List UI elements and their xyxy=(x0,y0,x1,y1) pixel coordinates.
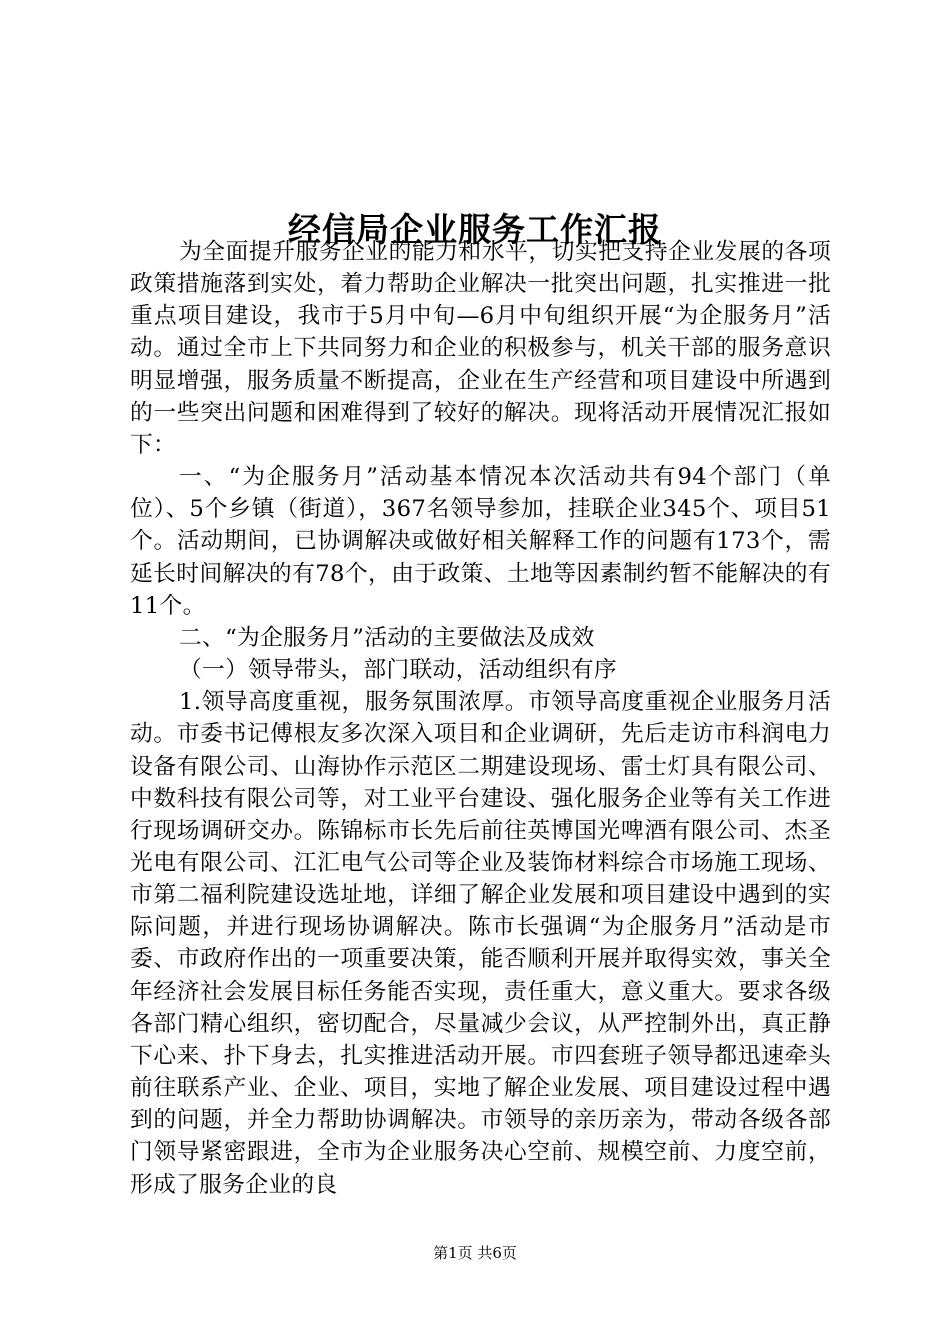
page-footer: 第1页 共6页 xyxy=(433,1244,517,1262)
paragraph-section-1: 一、“为企服务月”活动基本情况本次活动共有94个部门（单位）、5个乡镇（街道），367名领导参加，挂联企业345个、项目51个。活动期间，已协调解决或做好相关解释工作的问题有173个，需延长时间解决的有78个，由于政策、土地等因素制约暂不能解决的有11个。 xyxy=(130,464,831,619)
paragraph-intro: 为全面提升服务企业的能力和水平，切实把支持企业发展的各项政策措施落到实处，着力帮助企业解决一批突出问题，扎实推进一批重点项目建设，我市于5月中旬—6月中旬组织开展“为企服务月”活动。通过全市上下共同努力和企业的积极参与，机关干部的服务意识明显增强，服务质量不断提高，企业在生产经营和项目建设中所遇到的一些突出问题和困难得到了较好的解决。现将活动开展情况汇报如下： xyxy=(130,239,831,458)
paragraph-item-1: 1.领导高度重视，服务氛围浓厚。市领导高度重视企业服务月活动。市委书记傅根友多次深入项目和企业调研，先后走访市科润电力设备有限公司、山海协作示范区二期建设现场、雷士灯具有限公司、中数科技有限公司等，对工业平台建设、强化服务企业等有关工作进行现场调研交办。陈锦标市长先后前往英博国光啤酒有限公司、杰圣光电有限公司、江汇电气公司等企业及装饰材料综合市场施工现场、市第二福利院建设选址地，详细了解企业发展和项目建设中遇到的实际问题，并进行现场协调解决。陈市长强调“为企服务月”活动是市委、市政府作出的一项重要决策，能否顺利开展并取得实效，事关全年经济社会发展目标任务能否实现，责任重大，意义重大。要求各级各部门精心组织，密切配合，尽量减少会议，从严控制外出，真正静下心来、扑下身去，扎实推进活动开展。市四套班子领导都迅速牵头前往联系产业、企业、项目，实地了解企业发展、项目建设过程中遇到的问题，并全力帮助协调解决。市领导的亲历亲为，带动各级各部门领导紧密跟进，全市为企业服务决心空前、规模空前、力度空前，形成了服务企业的良 xyxy=(130,689,831,1198)
document-body xyxy=(130,236,831,1201)
heading-section-2: 二、“为企服务月”活动的主要做法及成效 xyxy=(179,624,595,651)
document-title: 经信局企业服务工作汇报 xyxy=(288,210,662,250)
heading-subsection-1: （一）领导带头，部门联动，活动组织有序 xyxy=(179,657,617,684)
